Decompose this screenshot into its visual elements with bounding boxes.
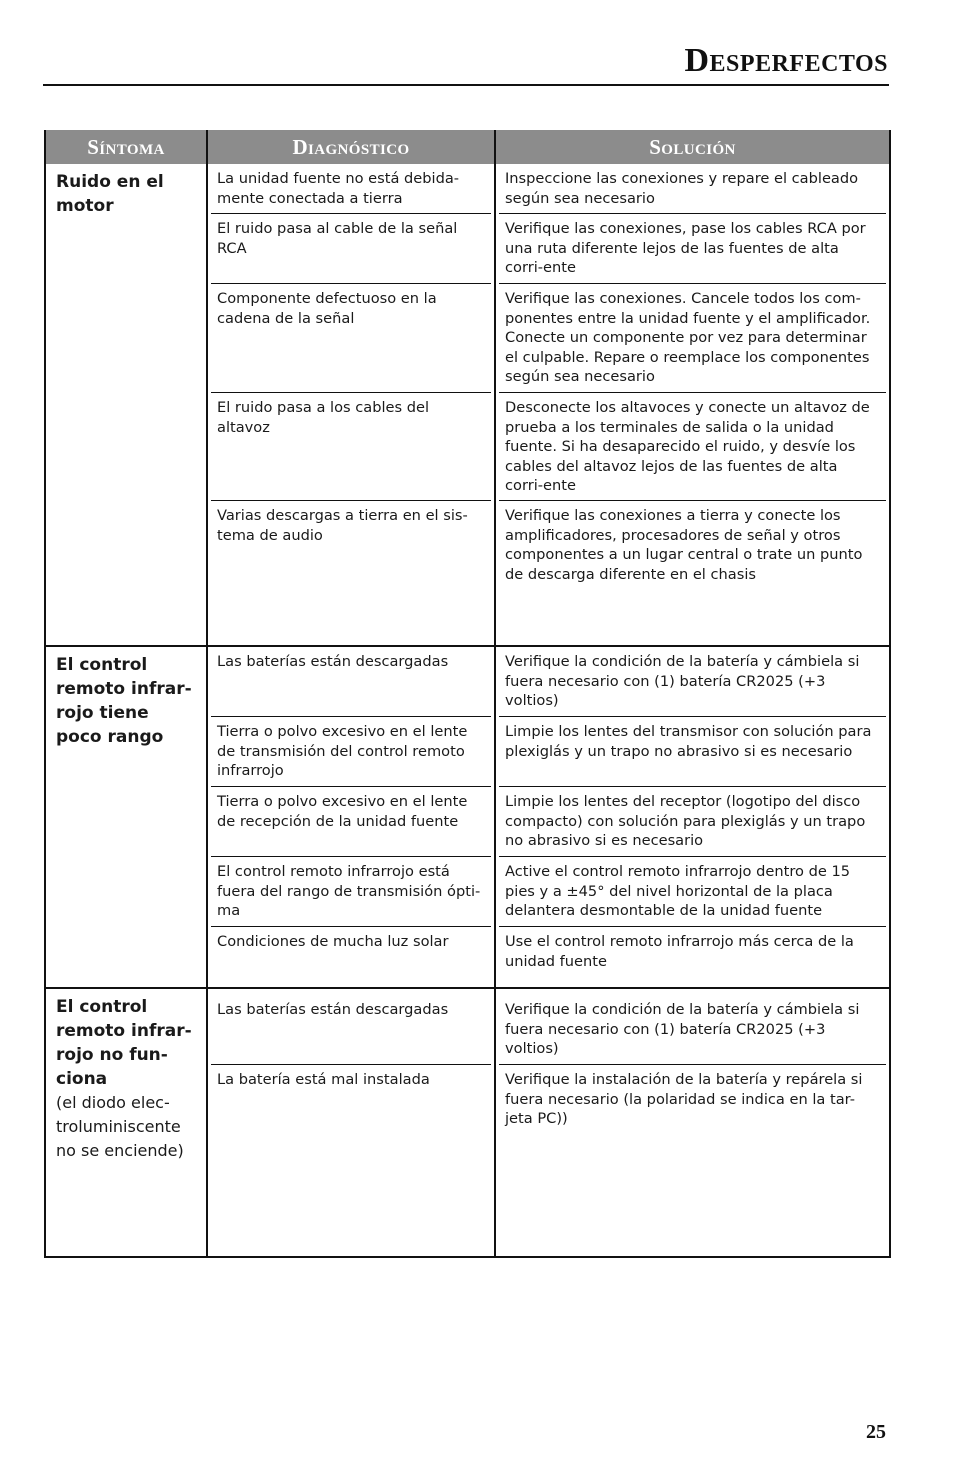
solution-cell: Limpie los lentes del transmisor con solución para plexiglás y un trapo no abrasivo si es necesario (499, 717, 886, 787)
symptom-group (45, 646, 890, 988)
symptom-label: El control remoto infrar-rojo no fun-ciona (56, 997, 192, 1089)
symptom-group (45, 988, 890, 1257)
symptom-cell (45, 646, 207, 988)
diagnosis-cell: Las baterías están descargadas (211, 647, 491, 717)
solution-cell: Verifique la instalación de la batería y repárela si fuera necesario (la polaridad se indica en la tar-jeta PC)) (505, 1071, 863, 1127)
solution-cell: Use el control remoto infrarrojo más cerca de la unidad fuente (505, 933, 854, 970)
title-rule (43, 84, 889, 86)
table-header-row (45, 130, 890, 164)
diagnosis-cell: Tierra o polvo excesivo en el lente de transmisión del control remoto infrarrojo (211, 717, 491, 787)
header-diagnosis: Diagnóstico (207, 130, 495, 164)
header-solution: Solución (495, 130, 890, 164)
symptom-cell (45, 164, 207, 646)
header-symptom: Síntoma (45, 130, 207, 164)
solution-cell: Desconecte los altavoces y conecte un altavoz de prueba a los terminales de salida o la unidad fuente. Si ha desaparecido el ruido, y desvíe los cables del altavoz lejos de las fuentes de alta corri-ente (499, 393, 886, 501)
diagnosis-cell: Varias descargas a tierra en el sis-tema de audio (217, 507, 468, 544)
solution-cell: Verifique la condición de la batería y cámbiela si fuera necesario con (1) batería CR2025 (+3 voltios) (499, 989, 886, 1065)
page-number: 25 (866, 1421, 886, 1443)
solution-column (495, 988, 890, 1257)
solution-cell: Verifique las conexiones, pase los cables RCA por una ruta diferente lejos de las fuentes de alta corri-ente (499, 214, 886, 284)
solution-column (495, 646, 890, 988)
solution-column (495, 164, 890, 646)
diagnosis-cell: La unidad fuente no está debida-mente conectada a tierra (211, 164, 491, 214)
solution-cell: Verifique las conexiones a tierra y conecte los amplificadores, procesadores de señal y otros componentes a un lugar central o trate un punto de descarga diferente en el chasis (505, 507, 863, 583)
symptom-note: (el diodo elec-troluminiscente no se enciende) (56, 1093, 184, 1160)
page-title: Desperfectos (684, 42, 888, 79)
symptom-group (45, 164, 890, 646)
diagnosis-cell: Condiciones de mucha luz solar (217, 933, 449, 950)
diagnosis-column (207, 988, 495, 1257)
diagnosis-cell: El ruido pasa al cable de la señal RCA (211, 214, 491, 284)
diagnosis-column (207, 164, 495, 646)
symptom-cell (45, 988, 207, 1257)
troubleshooting-table (44, 130, 891, 1258)
diagnosis-cell: La batería está mal instalada (217, 1071, 430, 1088)
solution-cell: Verifique las conexiones. Cancele todos los com-ponentes entre la unidad fuente y el amplificador. Conecte un componente por vez para determinar el culpable. Repare o reemplace los componentes según sea necesario (499, 284, 886, 393)
diagnosis-cell: Tierra o polvo excesivo en el lente de recepción de la unidad fuente (211, 787, 491, 857)
diagnosis-cell: Componente defectuoso en la cadena de la señal (211, 284, 491, 393)
diagnosis-cell: El ruido pasa a los cables del altavoz (211, 393, 491, 501)
solution-cell: Active el control remoto infrarrojo dentro de 15 pies y a ±45° del nivel horizontal de la placa delantera desmontable de la unidad fuente (499, 857, 886, 927)
diagnosis-column (207, 646, 495, 988)
symptom-label: Ruido en el motor (56, 172, 164, 216)
solution-cell: Inspeccione las conexiones y repare el cableado según sea necesario (499, 164, 886, 214)
diagnosis-cell: El control remoto infrarrojo está fuera del rango de transmisión ópti-ma (211, 857, 491, 927)
symptom-label: El control remoto infrar-rojo tiene poco rango (56, 655, 192, 747)
solution-cell: Verifique la condición de la batería y cámbiela si fuera necesario con (1) batería CR2025 (+3 voltios) (499, 647, 886, 717)
solution-cell: Limpie los lentes del receptor (logotipo del disco compacto) con solución para plexiglás y un trapo no abrasivo si es necesario (499, 787, 886, 857)
diagnosis-cell: Las baterías están descargadas (211, 989, 491, 1065)
